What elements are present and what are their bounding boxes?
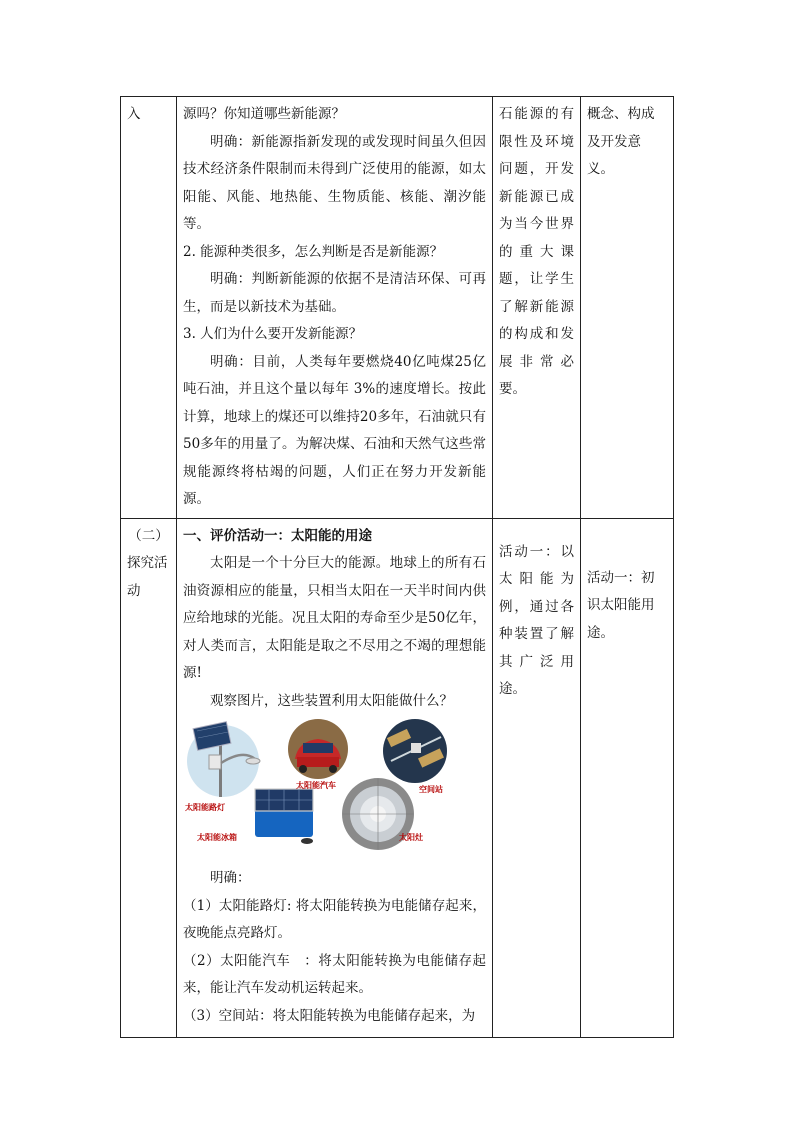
- solar-car-image: [288, 719, 348, 779]
- solar-street-light-image: [187, 722, 260, 797]
- content-line: 明确：判断新能源的依据不是清洁环保、可再生，而是以新技术为基础。: [183, 271, 486, 315]
- evaluation-text: 活动一：初识太阳能用途。: [587, 569, 655, 641]
- table-row: [121, 518, 674, 1037]
- space-station-image: [383, 719, 447, 783]
- figure-label-stove: 太阳灶: [399, 833, 423, 842]
- lesson-plan-table: [120, 96, 674, 1038]
- activity-heading: 一、评价活动一：太阳能的用途: [183, 527, 372, 544]
- content-line: 2. 能源种类很多，怎么判断是否是新能源？: [183, 243, 444, 260]
- figure-label-station: 空间站: [419, 785, 443, 794]
- content-line: 明确：目前，人类每年要燃烧40亿吨煤25亿吨石油，并且这个量以每年 3%的速度增长。按此计算，地球上的煤还可以维持20多年，石油就只有50多年的用量了。为解决煤、石油和天然气这些常规能源终将枯竭的问题，人们正在努力开发新能源。: [183, 353, 486, 507]
- answer-line: （1）太阳能路灯: 将太阳能转换为电能储存起来，夜晚能点亮路灯。: [183, 897, 486, 941]
- evaluation-text: 概念、构成及开发意义。: [587, 106, 655, 177]
- solar-fridge-image: [255, 789, 313, 844]
- observation-question: 观察图片，这些装置利用太阳能做什么？: [210, 692, 453, 709]
- content-cell: [177, 518, 493, 1037]
- design-intent-cell: [493, 97, 581, 519]
- clarify-label: 明确：: [210, 870, 251, 886]
- evaluation-cell: [581, 518, 674, 1037]
- stage-cell: [121, 97, 177, 519]
- answer-line: （2）太阳能汽车 ：将太阳能转换为电能储存起来，能让汽车发动机运转起来。: [183, 952, 486, 996]
- answer-line: （3）空间站：将太阳能转换为电能储存起来，为: [183, 1007, 476, 1024]
- table-row: [121, 97, 674, 519]
- content-line: 3. 人们为什么要开发新能源？: [183, 326, 363, 342]
- design-intent-text: 活动一：以太阳能为例，通过各种装置了解其广泛用途。: [499, 543, 574, 697]
- evaluation-cell: [581, 97, 674, 519]
- figure-label-car: 太阳能汽车: [296, 781, 336, 790]
- stage-cell: [121, 518, 177, 1037]
- content-cell: [177, 97, 493, 519]
- figure-label-street-light: 太阳能路灯: [185, 803, 225, 812]
- content-line: 源吗？你知道哪些新能源？: [183, 106, 345, 122]
- figure-label-fridge: 太阳能冰箱: [197, 833, 237, 842]
- stage-label: 入: [127, 106, 141, 122]
- design-intent-text: 石能源的有限性及环境问题，开发新能源已成为当今世界的重大课题，让学生了解新能源的构成和发展非常必要。: [499, 106, 574, 397]
- stage-number: （二）: [128, 527, 169, 544]
- design-intent-cell: [493, 518, 581, 1037]
- content-line: 明确：新能源指新发现的或发现时间虽久但因技术经济条件限制而未得到广泛使用的能源，如太阳能、风能、地热能、生物质能、核能、潮汐能等。: [183, 133, 486, 232]
- stage-name: 探究活动: [127, 555, 168, 599]
- solar-devices-figure: [183, 719, 483, 859]
- content-paragraph: 太阳是一个十分巨大的能源。地球上的所有石油资源相应的能量，只相当太阳在一天半时间内供应给地球的光能。况且太阳的寿命至少是50亿年，对人类而言，太阳能是取之不尽用之不竭的理想能源!: [183, 555, 486, 681]
